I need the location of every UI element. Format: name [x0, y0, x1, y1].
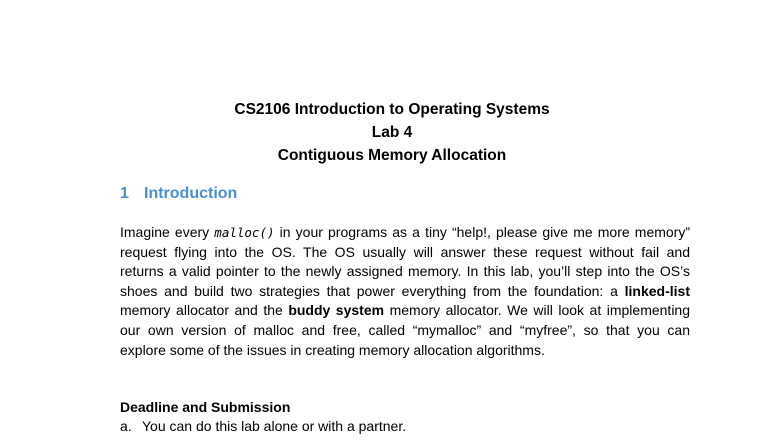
section-heading	[120, 185, 237, 203]
intro-line: explore some of the issues in creating memory allocation algorithms.	[120, 341, 545, 358]
lab-number: Lab 4	[371, 124, 413, 141]
intro-text: in your programs as a tiny “help!, please give me more memory”	[274, 224, 690, 240]
intro-line: our own version of malloc and free, called “mymalloc” and “myfree”, so that you can	[120, 321, 690, 338]
deadline-heading: Deadline and Submission	[120, 399, 291, 415]
intro-paragraph	[120, 223, 690, 360]
intro-line: returns a valid pointer to the newly assigned memory. In this lab, you’ll step into the OS’s	[120, 263, 690, 280]
list-item	[120, 418, 406, 434]
intro-text: memory allocator. We will look at implementing	[384, 302, 690, 319]
intro-line	[120, 282, 690, 302]
list-item-text: You can do this lab alone or with a partner.	[142, 418, 407, 434]
section-number: 1	[120, 185, 129, 202]
lab-topic: Contiguous Memory Allocation	[277, 147, 507, 164]
inline-code: malloc()	[214, 225, 275, 240]
course-title: CS2106 Introduction to Operating Systems	[234, 101, 550, 118]
intro-text: shoes and build two strategies that power everything from the foundation: a	[120, 282, 625, 299]
intro-text: memory allocator and the	[120, 302, 289, 319]
bold-term: linked-list	[624, 282, 690, 299]
section-title: Introduction	[144, 185, 238, 202]
intro-line	[120, 301, 690, 321]
intro-line	[120, 223, 690, 243]
bold-term: buddy system	[288, 302, 385, 319]
intro-line: request flying into the OS. The OS usually will answer these request without fail and	[120, 243, 690, 260]
intro-text: Imagine every	[120, 224, 215, 240]
list-marker: a.	[120, 418, 132, 434]
title-block	[0, 98, 784, 167]
